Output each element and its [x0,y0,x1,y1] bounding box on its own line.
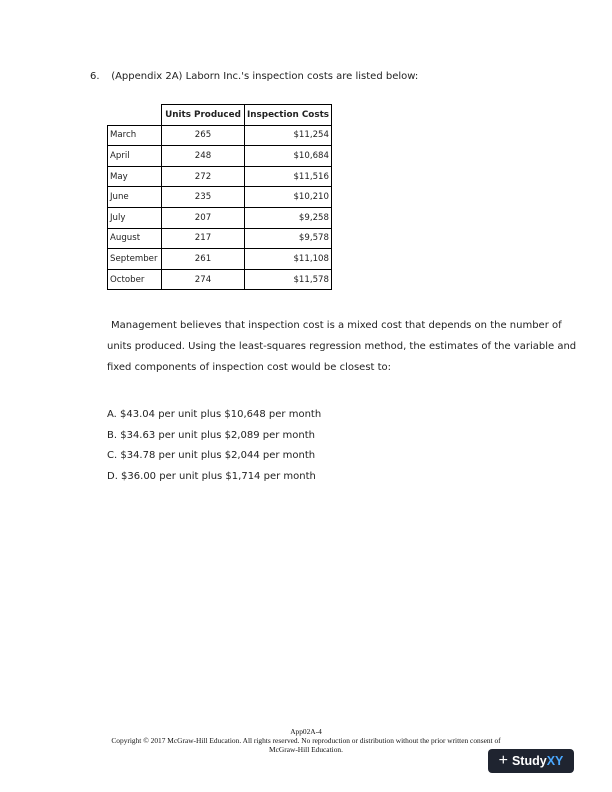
units-cell: 272 [162,166,245,187]
table-row [108,207,332,228]
table-row [108,166,332,187]
month-cell: June [108,187,162,208]
paragraph-line-3: fixed components of inspection cost would be closest to: [107,362,392,373]
table-header-row [108,105,332,126]
cost-cell: $11,254 [245,125,332,146]
header-blank [108,105,162,126]
cost-cell: $9,578 [245,228,332,249]
month-cell: July [108,207,162,228]
copyright-line-1: Copyright © 2017 McGraw-Hill Education. All rights reserved. No reproduction or distribution without the prior written consent of [111,736,501,745]
copyright-line-2: McGraw-Hill Education. [269,745,343,754]
paragraph-line-1: Management believes that inspection cost is a mixed cost that depends on the number of [111,320,562,331]
studyxy-badge[interactable] [488,749,574,773]
table-row [108,228,332,249]
header-units-produced: Units Produced [162,105,245,126]
table-row [108,269,332,290]
choice-c: C. $34.78 per unit plus $2,044 per month [107,450,316,461]
cost-cell: $9,258 [245,207,332,228]
month-cell: May [108,166,162,187]
month-cell: September [108,249,162,270]
table-row [108,146,332,167]
badge-word-xy: XY [546,754,564,768]
units-cell: 248 [162,146,245,167]
choice-a: A. $43.04 per unit plus $10,648 per month [107,409,322,420]
table-row [108,249,332,270]
question-paragraph [107,315,577,378]
inspection-cost-table [107,104,332,290]
question-text: (Appendix 2A) Laborn Inc.'s inspection costs are listed below: [111,71,419,82]
plus-icon: + [498,752,508,769]
units-cell: 207 [162,207,245,228]
badge-word-study: Study [511,754,547,768]
month-cell: August [108,228,162,249]
choice-d: D. $36.00 per unit plus $1,714 per month [107,470,316,482]
question-number: 6. [90,71,100,82]
units-cell: 274 [162,269,245,290]
month-cell: March [108,125,162,146]
question-prompt [90,70,418,84]
answer-choices [107,405,321,487]
units-cell: 261 [162,249,245,270]
table-row [108,125,332,146]
month-cell: April [108,146,162,167]
choice-b: B. $34.63 per unit plus $2,089 per month [107,429,315,441]
units-cell: 217 [162,228,245,249]
cost-cell: $10,210 [245,187,332,208]
table-row [108,187,332,208]
paragraph-line-2: units produced. Using the least-squares regression method, the estimates of the variable and [107,341,577,352]
month-cell: October [108,269,162,290]
header-inspection-costs: Inspection Costs [245,105,332,126]
cost-cell: $11,578 [245,269,332,290]
page-id: App02A-4 [290,727,322,736]
cost-cell: $11,108 [245,249,332,270]
units-cell: 235 [162,187,245,208]
units-cell: 265 [162,125,245,146]
cost-cell: $10,684 [245,146,332,167]
cost-cell: $11,516 [245,166,332,187]
